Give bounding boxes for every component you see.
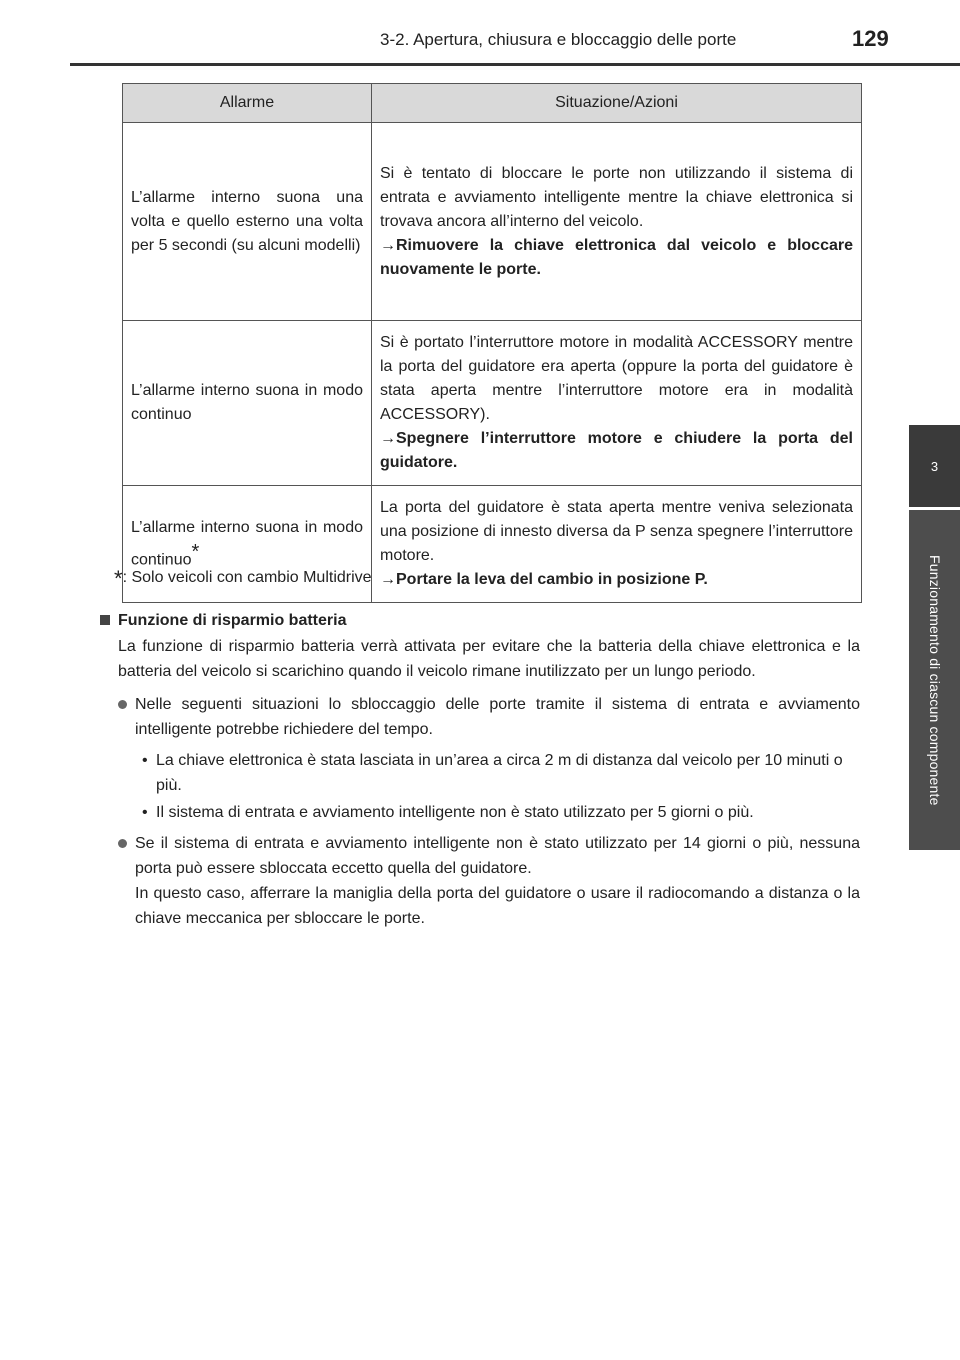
square-bullet-icon xyxy=(100,615,110,625)
list-item-continuation: In questo caso, afferrare la maniglia della porta del guidatore o usare il radiocomando a distanza o la chiave meccanica per sbloccare le porte. xyxy=(135,885,860,927)
circle-bullet-icon xyxy=(118,700,127,709)
sub-list-item-text: Il sistema di entrata e avviamento intelligente non è stato utilizzato per 5 giorni o più. xyxy=(156,804,754,821)
table-row xyxy=(123,321,862,486)
action-label: Rimuovere la chiave elettronica dal veicolo e bloccare nuovamente le porte. xyxy=(380,236,853,278)
battery-section xyxy=(100,606,860,931)
alarm-table xyxy=(122,83,862,603)
list-item-text: Nelle seguenti situazioni lo sbloccaggio delle porte tramite il sistema di entrata e avviamento intelligente potrebbe richiedere del tempo. xyxy=(135,696,860,738)
list-item-text: Se il sistema di entrata e avviamento intelligente non è stato utilizzato per 14 giorni o più, nessuna porta può essere sbloccata eccetto quella del guidatore. xyxy=(135,835,860,877)
table-row xyxy=(123,123,862,321)
alarm-cell: L’allarme interno suona in modo continuo xyxy=(123,321,372,486)
chapter-label: Funzionamento di ciascun componente xyxy=(927,554,943,806)
situation-cell xyxy=(372,486,862,603)
page-number: 129 xyxy=(852,26,889,51)
situation-cell xyxy=(372,123,862,321)
sub-list-item xyxy=(100,748,860,798)
section-heading-text: Funzione di risparmio batteria xyxy=(118,612,347,629)
list-item xyxy=(100,831,860,931)
section-title: 3-2. Apertura, chiusura e bloccaggio delle porte xyxy=(380,30,737,49)
footnote-text: : Solo veicoli con cambio Multidrive xyxy=(122,569,372,586)
bullet-icon: • xyxy=(142,804,148,821)
column-header-alarm: Allarme xyxy=(123,84,372,123)
situation-text: Si è tentato di bloccare le porte non utilizzando il sistema di entrata e avviamento intelligente mentre la chiave elettronica si trovava ancora all’interno del veicolo. xyxy=(380,164,853,230)
action-text xyxy=(380,568,853,592)
sub-list-item-text: La chiave elettronica è stata lasciata in un’area a circa 2 m di distanza dal veicolo per 10 minuti o più. xyxy=(156,752,843,794)
footnote-star: * xyxy=(114,566,123,591)
footnote xyxy=(114,566,372,592)
arrow-icon: → xyxy=(380,430,396,447)
action-label: Portare la leva del cambio in posizione P. xyxy=(396,571,708,588)
alarm-cell: L’allarme interno suona una volta e quello esterno una volta per 5 secondi (su alcuni modelli) xyxy=(123,123,372,321)
footnote-mark: * xyxy=(191,540,200,563)
situation-text: Si è portato l’interruttore motore in modalità ACCESSORY mentre la porta del guidatore era aperta (oppure la porta del guidatore è stata aperta mentre l’interruttore motore era in modalità ACCESSORY). xyxy=(380,334,853,423)
alarm-text: L’allarme interno suona in modo continuo xyxy=(131,518,363,569)
section-heading xyxy=(100,608,860,633)
chapter-number-tab: 3 xyxy=(909,425,960,507)
intro-paragraph: La funzione di risparmio batteria verrà attivata per evitare che la batteria della chiave elettronica e la batteria del veicolo si scarichino quando il veicolo rimane inutilizzato per un lungo periodo. xyxy=(118,638,860,680)
action-text xyxy=(380,234,853,282)
action-label: Spegnere l’interruttore motore e chiudere la porta del guidatore. xyxy=(380,430,853,471)
arrow-icon: → xyxy=(380,571,396,588)
column-header-situation: Situazione/Azioni xyxy=(372,84,862,123)
action-text xyxy=(380,427,853,475)
sub-list-item xyxy=(100,800,860,825)
bullet-icon: • xyxy=(142,752,148,769)
table-header-row xyxy=(123,84,862,123)
arrow-icon: → xyxy=(380,236,396,254)
header-rule xyxy=(70,63,960,66)
circle-bullet-icon xyxy=(118,839,127,848)
list-item xyxy=(100,692,860,742)
situation-text: La porta del guidatore è stata aperta mentre veniva selezionata una posizione di innesto diversa da P senza spegnere l’interruttore motore. xyxy=(380,499,853,564)
situation-cell xyxy=(372,321,862,486)
